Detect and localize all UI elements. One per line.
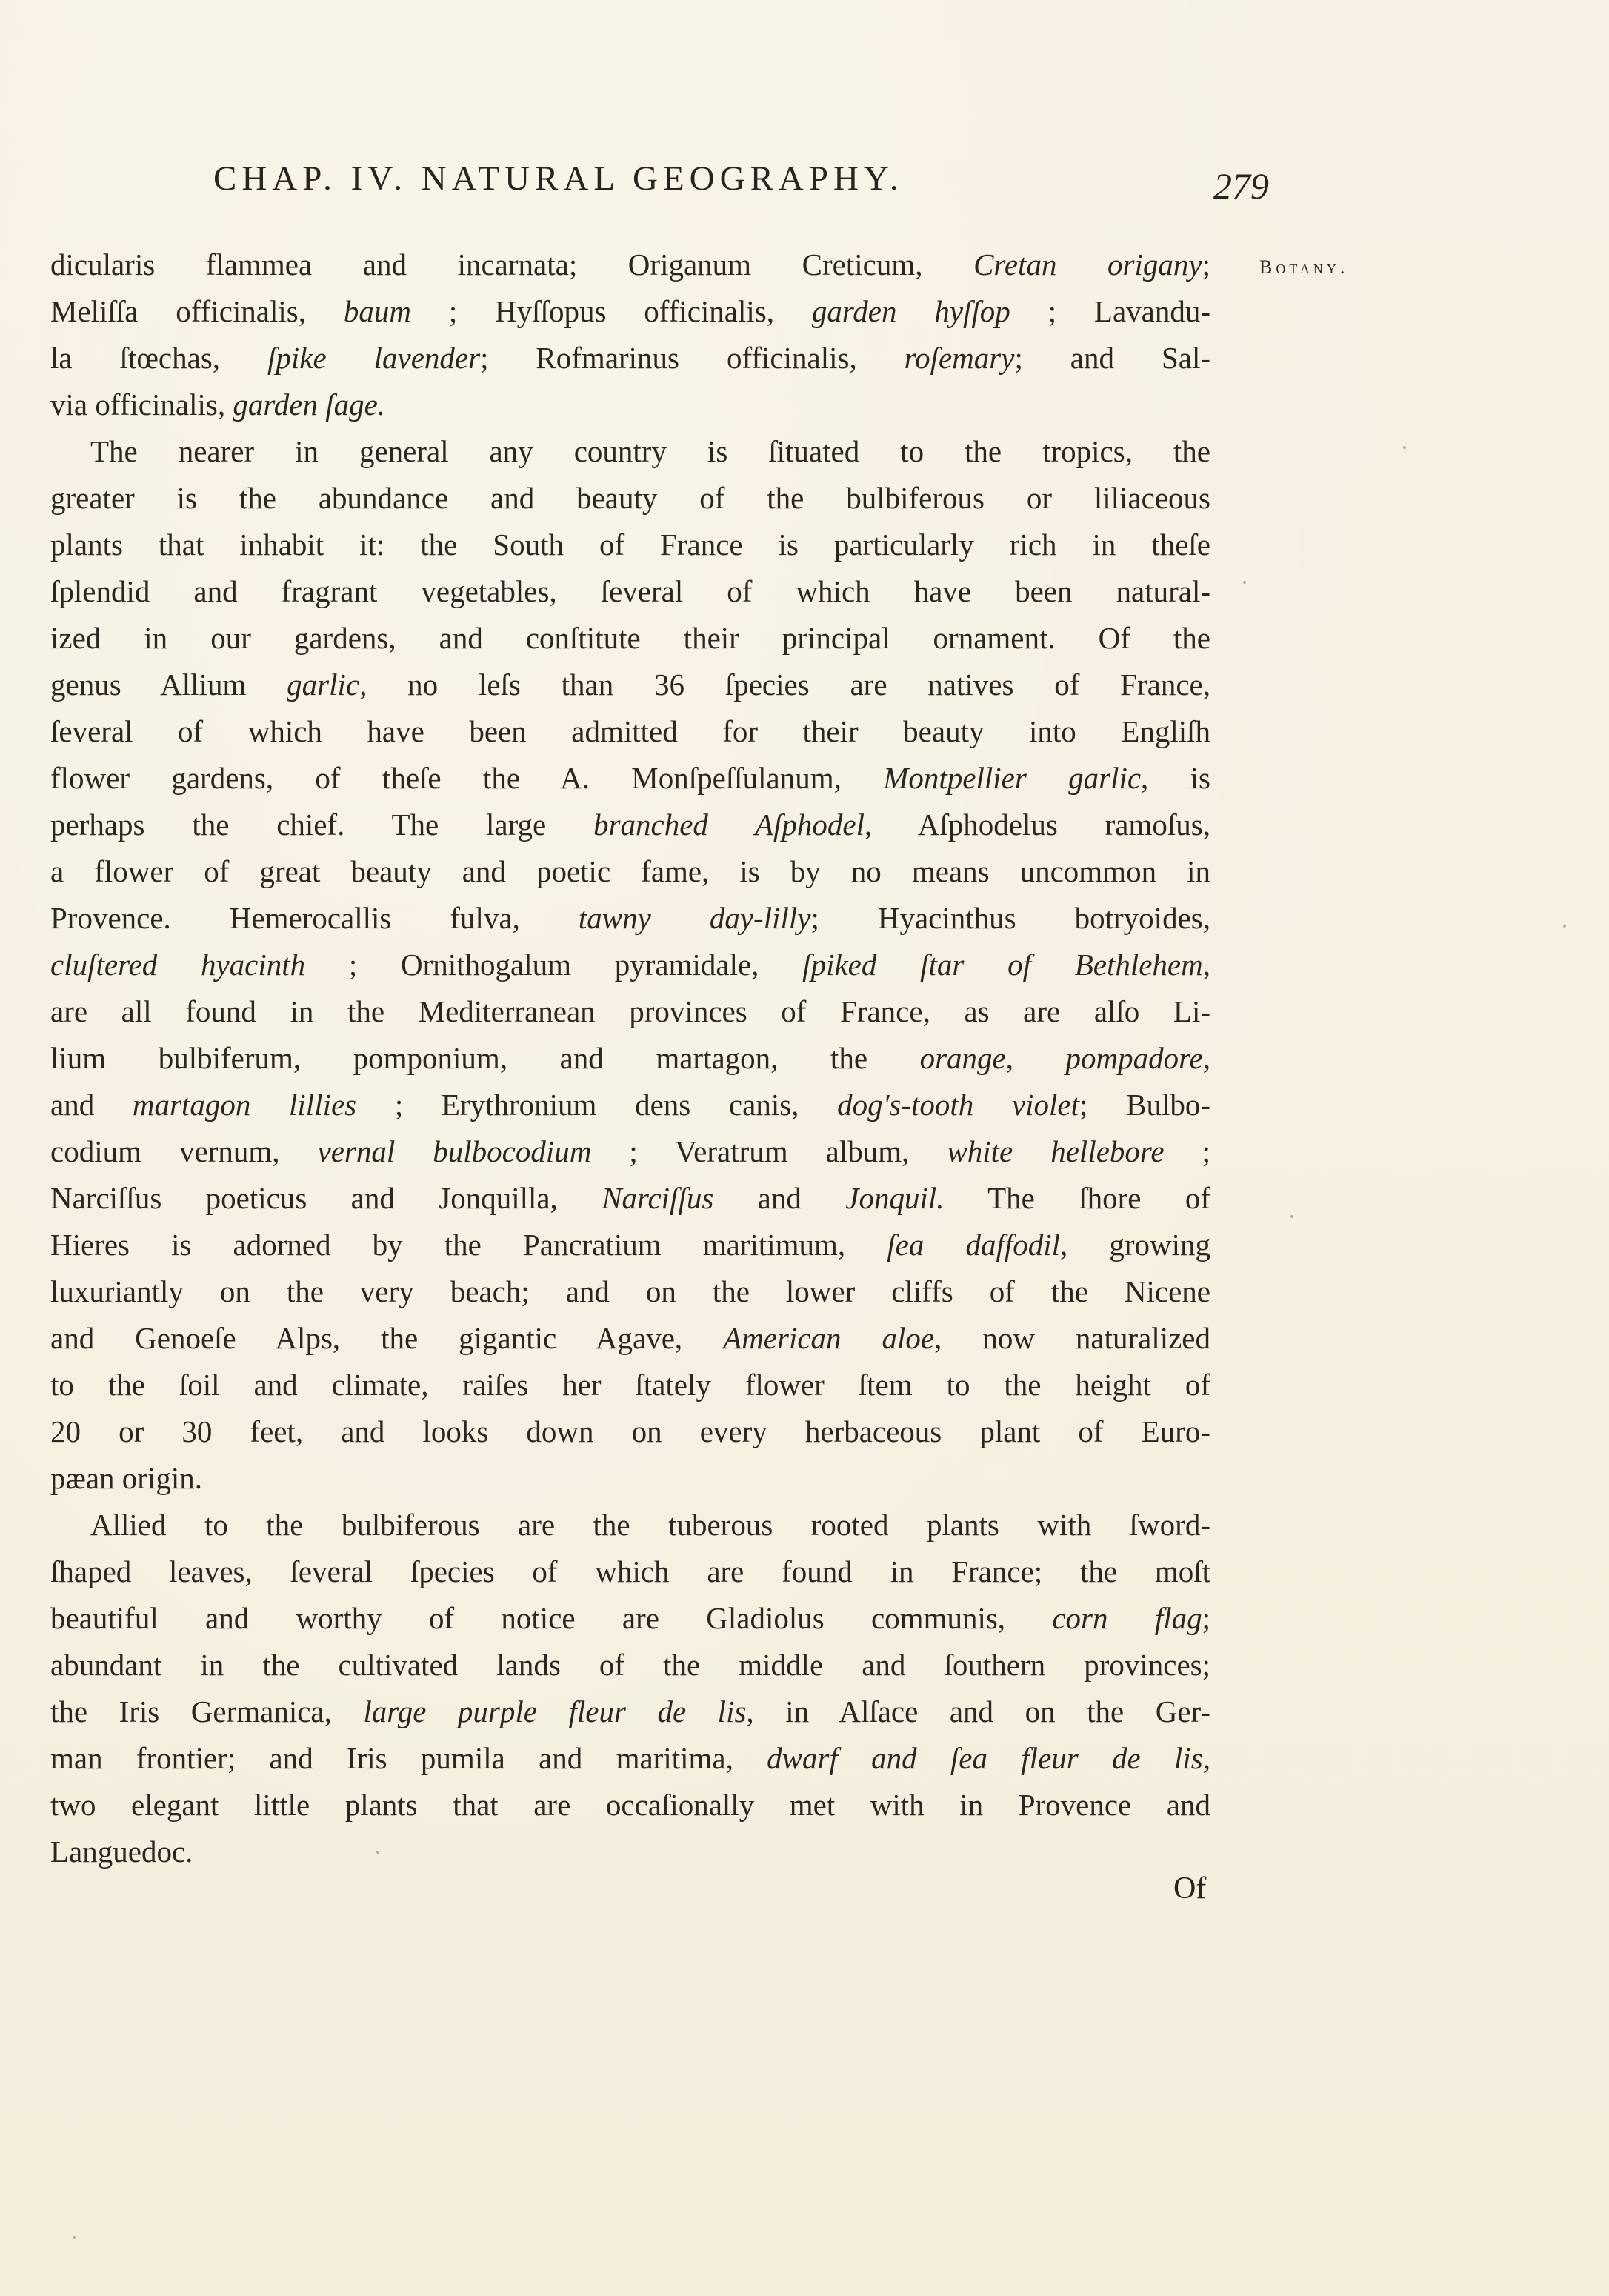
paper-speck	[1290, 1215, 1293, 1218]
text-segment: ; Lavandu-	[1010, 294, 1210, 328]
text-segment: Meliſſa officinalis,	[50, 294, 344, 328]
text-segment: ; Hyacinthus botryoides,	[810, 901, 1210, 935]
text-line	[50, 988, 1210, 1035]
italic-text: American aloe	[723, 1321, 935, 1355]
paper-speck	[73, 2236, 76, 2239]
text-line	[50, 475, 1210, 522]
text-line	[50, 288, 1210, 335]
text-line	[50, 1362, 1210, 1408]
text-line	[50, 522, 1210, 568]
text-segment: greater is the abundance and beauty of the bulbiferous or liliaceous	[50, 481, 1210, 515]
italic-text: white hellebore	[947, 1134, 1165, 1168]
text-line	[50, 428, 1210, 475]
italic-text: pompadore	[1065, 1041, 1203, 1075]
page-number: 279	[1213, 165, 1269, 207]
text-line	[50, 1175, 1210, 1222]
text-segment: , Aſphodelus ramoſus,	[865, 808, 1210, 842]
italic-text: corn flag	[1052, 1601, 1202, 1635]
paper-speck	[1563, 925, 1566, 928]
text-line	[50, 1642, 1210, 1688]
text-segment: , now naturalized	[934, 1321, 1211, 1355]
text-segment: ; Ornithogalum pyramidale,	[305, 948, 803, 982]
text-segment: man frontier; and Iris pumila and maritima,	[50, 1741, 767, 1775]
text-segment: , growing	[1060, 1228, 1211, 1262]
text-line	[50, 1315, 1210, 1362]
italic-text: ſea daffodil	[887, 1228, 1061, 1262]
text-segment: ; Erythronium dens canis,	[356, 1088, 838, 1122]
italic-text: ſpiked ſtar of Bethlehem	[802, 948, 1203, 982]
italic-text: ſpike lavender	[267, 341, 481, 375]
text-segment: ized in our gardens, and conſtitute their principal ornament. Of the	[50, 621, 1210, 655]
text-segment: beautiful and worthy of notice are Gladiolus communis,	[50, 1601, 1053, 1635]
text-segment: ,	[1202, 1741, 1210, 1775]
text-segment: two elegant little plants that are occaſionally met with in Provence and	[50, 1788, 1210, 1822]
text-segment: Hieres is adorned by the Pancratium maritimum,	[50, 1228, 887, 1262]
text-line	[50, 382, 1210, 428]
text-line	[50, 1782, 1210, 1829]
text-segment: ;	[1164, 1134, 1210, 1168]
text-segment: luxuriantly on the very beach; and on the lower cliffs of the Nicene	[50, 1274, 1210, 1308]
text-segment: are all found in the Mediterranean provinces of France, as are alſo Li-	[50, 994, 1210, 1028]
text-line	[50, 1688, 1210, 1735]
text-line	[50, 662, 1210, 708]
text-line	[50, 1222, 1210, 1268]
italic-text: martagon lillies	[132, 1088, 357, 1122]
italic-text: garden hyſſop	[811, 294, 1010, 328]
text-segment: Allied to the bulbiferous are the tuberous rooted plants with ſword-	[90, 1508, 1210, 1542]
text-line	[50, 1408, 1210, 1455]
text-segment: la ſtœchas,	[50, 341, 267, 375]
text-line	[50, 335, 1210, 382]
running-head: CHAP. IV. NATURAL GEOGRAPHY.	[213, 159, 904, 198]
paper-speck	[1403, 446, 1406, 449]
text-line	[50, 1548, 1210, 1595]
text-segment: The ſhore of	[944, 1181, 1210, 1215]
text-line	[50, 1595, 1210, 1642]
text-segment: , is	[1141, 761, 1210, 795]
italic-text: Montpellier garlic	[883, 761, 1142, 795]
text-segment: and	[713, 1181, 846, 1215]
italic-text: branched Aſphodel	[593, 808, 865, 842]
text-segment: , in Alſace and on the Ger-	[746, 1694, 1210, 1728]
italic-text: Narciſſus	[602, 1181, 714, 1215]
italic-text: dog's-tooth violet	[837, 1088, 1080, 1122]
text-segment: perhaps the chief. The large	[50, 808, 594, 842]
text-line	[50, 1455, 1210, 1502]
text-line	[50, 1268, 1210, 1315]
text-segment: ;	[1202, 1601, 1210, 1635]
text-line	[50, 848, 1210, 895]
paper-speck	[376, 1851, 379, 1854]
text-line	[50, 242, 1210, 288]
text-segment: ,	[1202, 1041, 1210, 1075]
text-line	[50, 1735, 1210, 1782]
italic-text: baum	[343, 294, 411, 328]
text-line	[50, 942, 1210, 988]
text-segment: ſhaped leaves, ſeveral ſpecies of which are found in France; the moſt	[50, 1554, 1210, 1588]
text-segment: The nearer in general any country is ſituated to the tropics, the	[90, 434, 1210, 468]
text-line	[50, 1502, 1210, 1548]
italic-text: vernal bulbocodium	[317, 1134, 592, 1168]
italic-text: roſemary	[904, 341, 1015, 375]
italic-text: garlic	[287, 668, 360, 702]
text-line	[50, 615, 1210, 662]
text-line	[50, 568, 1210, 615]
text-line	[50, 1128, 1210, 1175]
text-segment: codium vernum,	[50, 1134, 318, 1168]
text-segment: Narciſſus poeticus and Jonquilla,	[50, 1181, 602, 1215]
text-segment: dicularis flammea and incarnata; Origanum Creticum,	[50, 247, 974, 282]
text-segment: Languedoc.	[50, 1834, 193, 1869]
text-segment: and Genoeſe Alps, the gigantic Agave,	[50, 1321, 724, 1355]
text-segment: flower gardens, of theſe the A. Monſpeſſulanum,	[50, 761, 884, 795]
text-segment: plants that inhabit it: the South of France is particularly rich in theſe	[50, 528, 1210, 562]
text-line	[50, 1829, 1210, 1875]
text-segment: ,	[1202, 948, 1210, 982]
text-segment: ; Rofmarinus officinalis,	[480, 341, 905, 375]
text-segment: pæan origin.	[50, 1461, 202, 1495]
text-line	[50, 755, 1210, 802]
text-segment: ;	[1202, 247, 1210, 282]
italic-text: tawny day-lilly	[578, 901, 811, 935]
text-segment: abundant in the cultivated lands of the middle and ſouthern provinces;	[50, 1648, 1210, 1682]
text-segment: genus Allium	[50, 668, 287, 702]
text-segment: 20 or 30 feet, and looks down on every herbaceous plant of Euro-	[50, 1414, 1210, 1448]
text-segment: ; Bulbo-	[1079, 1088, 1210, 1122]
text-segment: via officinalis,	[50, 387, 233, 422]
body-text	[50, 242, 1210, 1875]
text-segment: ; Hyſſopus officinalis,	[410, 294, 812, 328]
text-segment: lium bulbiferum, pomponium, and martagon, the	[50, 1041, 920, 1075]
text-line	[50, 708, 1210, 755]
catchword: Of	[1173, 1871, 1207, 1906]
text-segment: ,	[1005, 1041, 1066, 1075]
text-line	[50, 895, 1210, 942]
italic-text: cluſtered hyacinth	[50, 948, 306, 982]
italic-text: Jonquil.	[845, 1181, 945, 1215]
text-segment: ; Veratrum album,	[591, 1134, 947, 1168]
text-line	[50, 802, 1210, 848]
text-segment: ſplendid and fragrant vegetables, ſeveral of which have been natural-	[50, 574, 1210, 608]
text-line	[50, 1082, 1210, 1128]
italic-text: garden ſage.	[233, 387, 386, 422]
italic-text: large purple fleur de lis	[363, 1694, 747, 1728]
text-segment: to the ſoil and climate, raiſes her ſtately flower ſtem to the height of	[50, 1368, 1210, 1402]
italic-text: dwarf and ſea fleur de lis	[767, 1741, 1203, 1775]
italic-text: orange	[919, 1041, 1006, 1075]
text-segment: ſeveral of which have been admitted for their beauty into Engliſh	[50, 714, 1210, 748]
margin-note: Botany.	[1259, 256, 1349, 278]
paper-speck	[1243, 581, 1246, 584]
text-segment: ; and Sal-	[1014, 341, 1210, 375]
text-segment: , no leſs than 36 ſpecies are natives of France,	[359, 668, 1210, 702]
text-segment: and	[50, 1088, 133, 1122]
text-segment: a flower of great beauty and poetic fame, is by no means uncommon in	[50, 854, 1210, 888]
text-segment: the Iris Germanica,	[50, 1694, 364, 1728]
italic-text: Cretan origany	[973, 247, 1202, 282]
text-line	[50, 1035, 1210, 1082]
text-segment: Provence. Hemerocallis fulva,	[50, 901, 579, 935]
